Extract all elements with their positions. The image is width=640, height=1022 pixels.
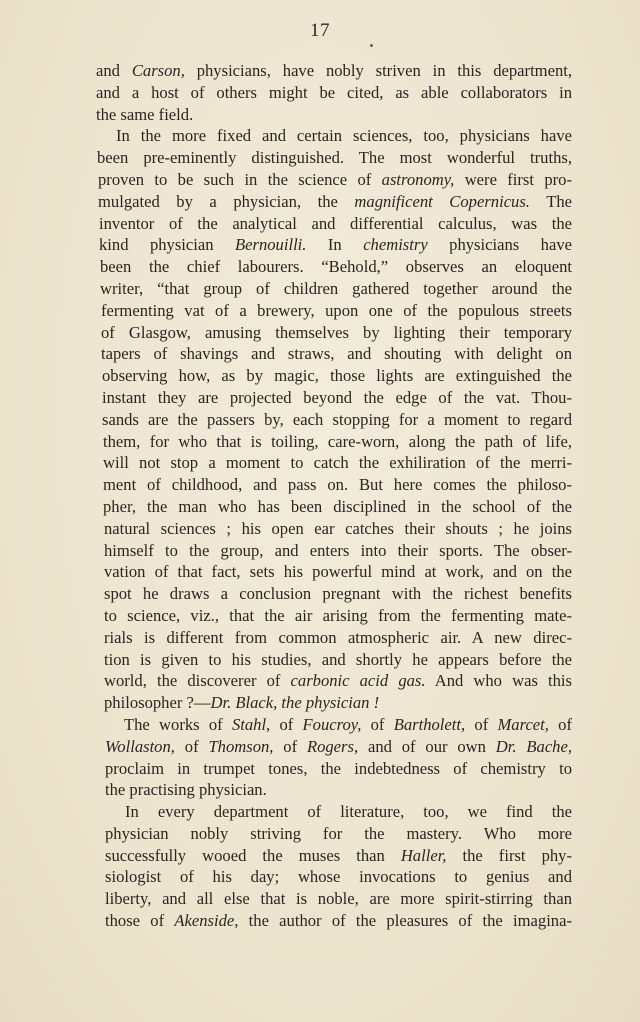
text-line: himself to the group, and enters into their sports. The obser-: [104, 540, 572, 560]
text-line: instant they are projected beyond the edge of the vat. Thou-: [102, 387, 572, 407]
text-line: proclaim in trumpet tones, the indebtedness of chemistry to: [105, 758, 572, 778]
text-line: the practising physician.: [105, 780, 267, 800]
text-line: to science, viz., that the air arising from the fermenting mate-: [104, 605, 572, 625]
text-line: natural sciences ; his open ear catches their shouts ; he joins: [104, 518, 572, 538]
text-line: proven to be such in the science of astronomy, were first pro-: [98, 169, 572, 189]
text-line: In the more fixed and certain sciences, too, physicians have: [116, 126, 572, 146]
page-number: 17: [310, 20, 330, 41]
text-line: pher, the man who has been disciplined in the school of the: [103, 496, 572, 516]
text-line: rials is different from common atmospheric air. A new direc-: [104, 627, 572, 647]
text-line: ment of childhood, and pass on. But here comes the philoso-: [103, 475, 572, 495]
text-line: tion is given to his studies, and shortly he appears before the: [104, 649, 572, 669]
text-line: sands are the passers by, each stopping for a moment to regard: [102, 409, 572, 429]
text-line: will not stop a moment to catch the exhiliration of the merri-: [103, 453, 572, 473]
text-line: liberty, and all else that is noble, are more spirit-stirring than: [105, 889, 572, 909]
text-line: The works of Stahl, of Foucroy, of Bartholett, of Marcet, of: [124, 714, 573, 734]
text-line: of Glasgow, amusing themselves by lighting their temporary: [101, 322, 572, 342]
text-line: spot he draws a conclusion pregnant with the richest benefits: [104, 584, 572, 604]
text-line: siologist of his day; whose invocations to genius and: [105, 867, 572, 887]
text-line: physician nobly striving for the mastery. Who more: [105, 823, 572, 843]
text-line: tapers of shavings and straws, and shouting with delight on: [101, 344, 572, 364]
text-line: philosopher ?—Dr. Black, the physician !: [104, 693, 380, 713]
text-line: the same field.: [96, 104, 194, 124]
text-line: fermenting vat of a brewery, upon one of the populous streets: [101, 300, 572, 320]
text-line: In every department of literature, too, we find the: [125, 802, 572, 822]
text-line: observing how, as by magic, those lights are extinguished the: [102, 366, 572, 386]
text-line: Wollaston, of Thomson, of Rogers, and of our own Dr. Bache,: [105, 736, 572, 756]
text-line: been pre-eminently distinguished. The most wonderful truths,: [97, 148, 572, 168]
text-line: those of Akenside, the author of the pleasures of the imagina-: [105, 911, 572, 931]
text-line: successfully wooed the muses than Haller, the first phy-: [105, 845, 572, 865]
text-line: and Carson, physicians, have nobly striven in this department,: [96, 61, 573, 80]
text-line: inventor of the analytical and differential calculus, was the: [99, 213, 572, 233]
text-line: them, for who that is toiling, care-worn, along the path of life,: [103, 431, 572, 451]
body-text: [96, 60, 572, 932]
text-line: vation of that fact, sets his powerful mind at work, and on the: [104, 562, 572, 582]
text-line: mulgated by a physician, the magnificent Copernicus. The: [98, 191, 573, 211]
text-line: been the chief labourers. “Behold,” observes an eloquent: [100, 257, 572, 277]
text-line: kind physician Bernouilli. In chemistry physicians have: [99, 235, 572, 255]
ink-speck: [370, 44, 373, 47]
text-line: and a host of others might be cited, as able collaborators in: [96, 82, 572, 102]
text-line: world, the discoverer of carbonic acid gas. And who was this: [104, 671, 572, 691]
text-line: writer, “that group of children gathered together around the: [100, 278, 572, 298]
